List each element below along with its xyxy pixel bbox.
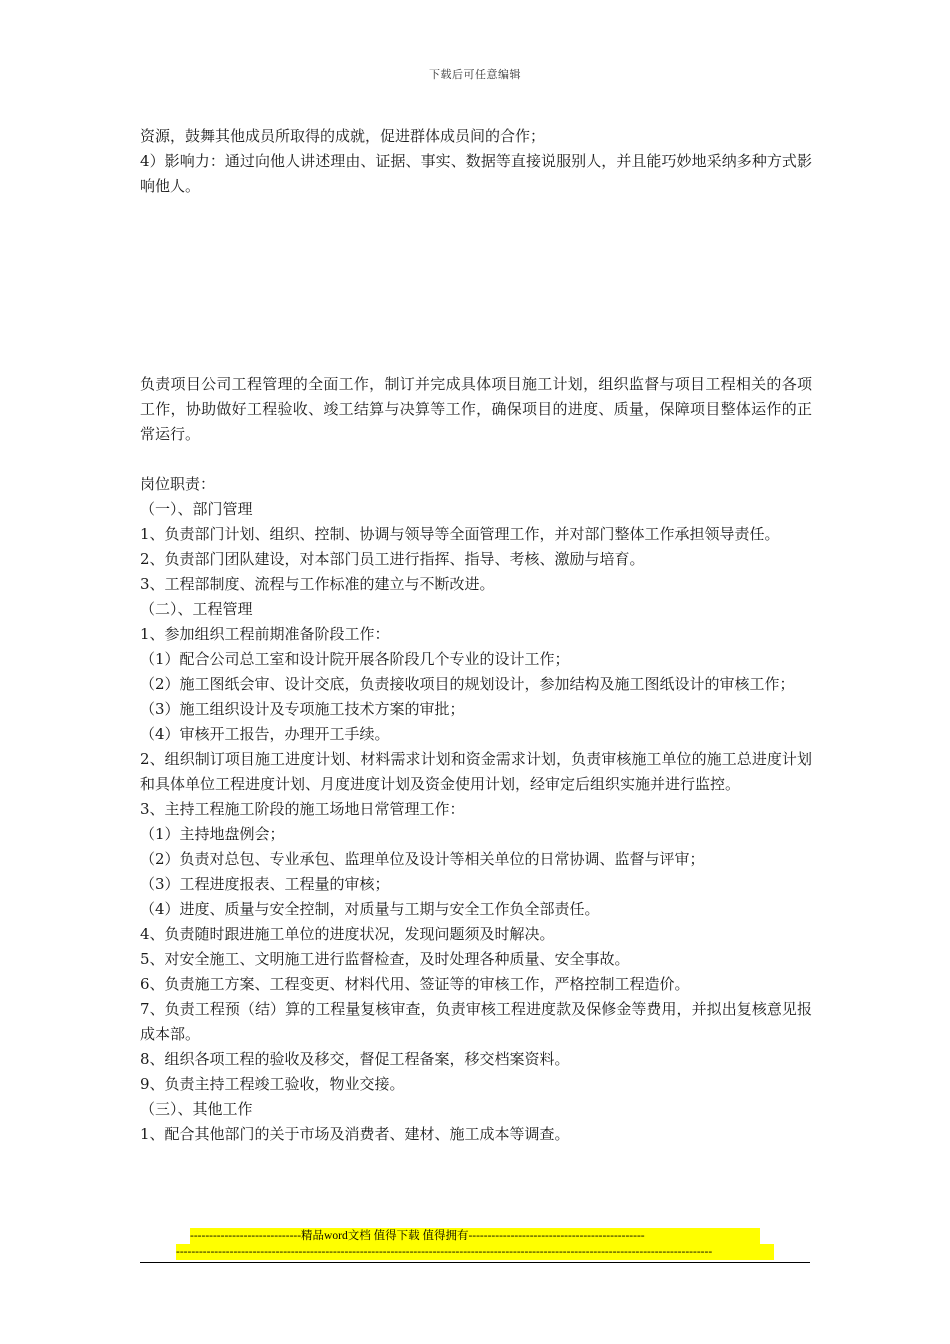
duty-item: （1）主持地盘例会； — [140, 825, 285, 843]
duty-item: 1、配合其他部门的关于市场及消费者、建材、施工成本等调查。 — [140, 1125, 570, 1143]
duty-item: 7、负责工程预（结）算的工程量复核审查，负责审核工程进度款及保修金等费用，并拟出复核意见报成本部。 — [140, 1000, 812, 1043]
duty-item: 8、组织各项工程的验收及移交，督促工程备案，移交档案资料。 — [140, 1050, 570, 1068]
duty-item: 2、负责部门团队建设，对本部门员工进行指挥、指导、考核、激励与培育。 — [140, 550, 645, 568]
duty-list — [140, 497, 812, 1147]
footer-divider — [140, 1262, 810, 1263]
duty-item: 5、对安全施工、文明施工进行监督检查，及时处理各种质量、安全事故。 — [140, 950, 630, 968]
duties-section — [140, 472, 812, 1147]
footer-banner-line: -------------------------------------------------------------------------------------------------------------------------------------------- — [176, 1244, 774, 1260]
page-header-caption: 下载后可任意编辑 — [429, 68, 521, 81]
duties-title: 岗位职责： — [140, 475, 216, 493]
duty-item: 3、工程部制度、流程与工作标准的建立与不断改进。 — [140, 575, 495, 593]
duty-item: （三）、其他工作 — [140, 1100, 253, 1118]
job-summary — [140, 372, 812, 447]
duty-item: （1）配合公司总工室和设计院开展各阶段几个专业的设计工作； — [140, 650, 570, 668]
duty-item: 4、负责随时跟进施工单位的进度状况，发现问题须及时解决。 — [140, 925, 555, 943]
duty-item: （2）负责对总包、专业承包、监理单位及设计等相关单位的日常协调、监督与评审； — [140, 850, 705, 868]
duty-item: 1、参加组织工程前期准备阶段工作： — [140, 625, 390, 643]
intro-line: 资源，鼓舞其他成员所取得的成就，促进群体成员间的合作； — [140, 127, 546, 145]
duty-item: （一）、部门管理 — [140, 500, 253, 518]
duty-item: （二）、工程管理 — [140, 600, 253, 618]
duty-item: 9、负责主持工程竣工验收，物业交接。 — [140, 1075, 405, 1093]
footer-banner-line: -----------------------------精品word文档 值得下载 值得拥有---------------------------------------------- — [190, 1228, 760, 1244]
duty-item: 1、负责部门计划、组织、控制、协调与领导等全面管理工作，并对部门整体工作承担领导责任。 — [140, 525, 780, 543]
intro-section — [140, 124, 812, 199]
summary-paragraph: 负责项目公司工程管理的全面工作，制订并完成具体项目施工计划，组织监督与项目工程相关的各项工作，协助做好工程验收、竣工结算与决算等工作，确保项目的进度、质量，保障项目整体运作的正常运行。 — [140, 375, 812, 443]
duty-item: 2、组织制订项目施工进度计划、材料需求计划和资金需求计划，负责审核施工单位的施工总进度计划和具体单位工程进度计划、月度进度计划及资金使用计划，经审定后组织实施并进行监控。 — [140, 750, 812, 793]
duty-item: （4）进度、质量与安全控制，对质量与工期与安全工作负全部责任。 — [140, 900, 600, 918]
duty-item: （2）施工图纸会审、设计交底，负责接收项目的规划设计，参加结构及施工图纸设计的审核工作； — [140, 675, 795, 693]
intro-line: 4）影响力：通过向他人讲述理由、证据、事实、数据等直接说服别人，并且能巧妙地采纳多种方式影响他人。 — [140, 152, 812, 195]
duty-item: 3、主持工程施工阶段的施工场地日常管理工作： — [140, 800, 465, 818]
duty-item: （4）审核开工报告，办理开工手续。 — [140, 725, 390, 743]
duty-item: （3）工程进度报表、工程量的审核； — [140, 875, 390, 893]
duty-item: 6、负责施工方案、工程变更、材料代用、签证等的审核工作，严格控制工程造价。 — [140, 975, 690, 993]
duty-item: （3）施工组织设计及专项施工技术方案的审批； — [140, 700, 465, 718]
